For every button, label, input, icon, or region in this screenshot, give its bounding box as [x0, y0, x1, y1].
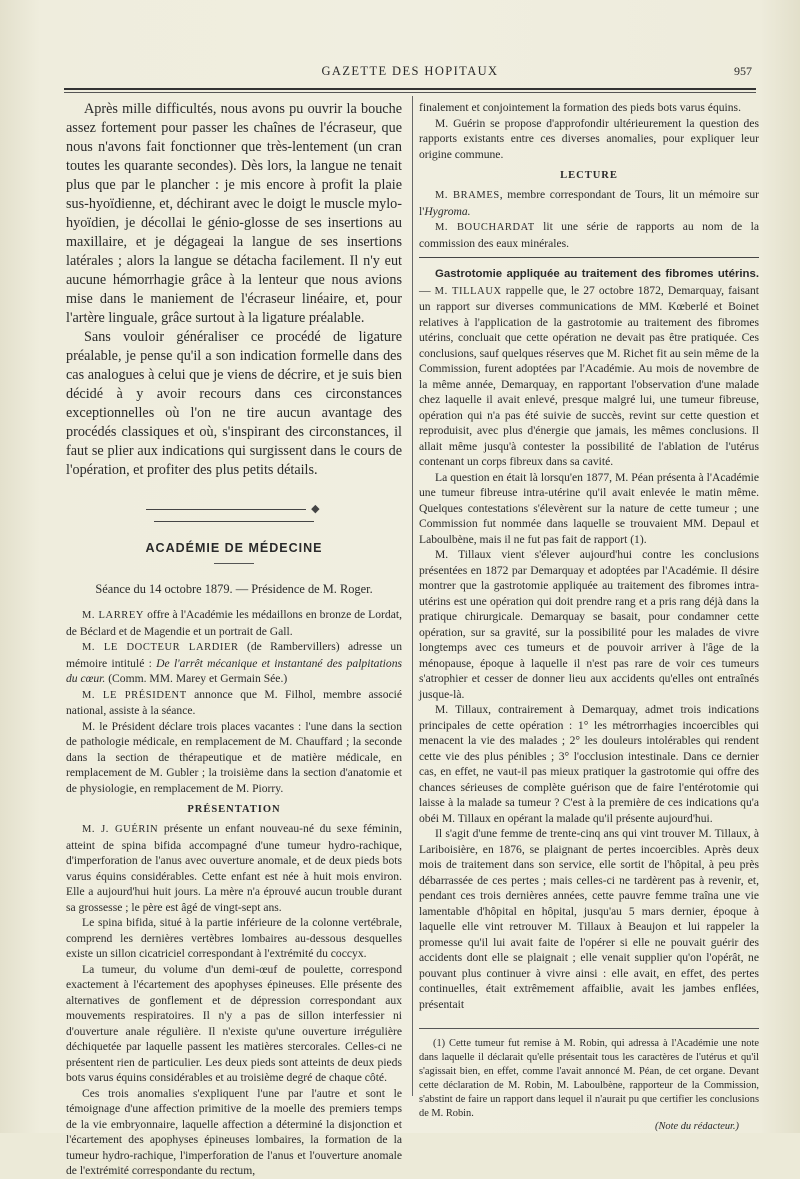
speaker-name: M. LE PRÉSIDENT	[82, 689, 187, 701]
footnote-signoff: (Note du rédacteur.)	[655, 1121, 739, 1132]
column-divider	[412, 96, 413, 1096]
paragraph: Sans vouloir généraliser ce procédé de ligature préalable, je pense qu'il a son indication formelle dans des cas analogues à celui que je viens de décrire, et je suis bien décidé à y avoir recours dans ces circonstances exceptionnelles où l'on ne tire aucun avantage des procédés classiques et où, s'inspirant des circonstances, il faut se plier aux indications qui surgissent dans le cours de l'opération, et profiter des plus petits détails.	[66, 329, 402, 478]
header-rule-thin	[64, 92, 756, 93]
header-rule	[64, 88, 756, 90]
paragraph: Gastrotomie appliquée au traitement des fibromes utérins. — M. TILLAUX rappelle que, le 27 octobre 1872, Demarquay, faisant un rapport sur diverses communications de MM. Kœberlé et Boinet relatives à l'application de la gastrotomie au traitement des fibromes utérins, concluait que cette opération ne devait pas être pratiquée. Ces conclusions, sauf quelques réserves que M. Richet fit au sein même de la Commission, furent adoptées par l'Académie. Au mois de novembre de la même année, Demarquay, en rapportant l'observation d'une malade chez laquelle il avait enlevé, presque malgré lui, une tumeur fibreuse, opération qui n'a pas été suivie de succès, revint sur cette question et reproduisit, avec plus d'énergie que jamais, les mêmes conclusions. Il allait même jusqu'à contester la possibilité de l'ablation de l'utérus contenant un corps fibreux dans sa cavité.	[419, 268, 760, 468]
paragraph: M. LARREY offre à l'Académie les médaillons en bronze de Lordat, de Béclard et de Magendie et un portrait de Gall.	[66, 608, 402, 638]
seance-line: Séance du 14 octobre 1879. — Présidence de M. Roger.	[95, 582, 373, 596]
subsection-title: PRÉSENTATION	[187, 804, 281, 815]
paragraph: Ces trois anomalies s'expliquent l'une par l'autre et sont le témoignage d'une affection primitive de la moelle des premiers temps de la vie embryonnaire, laquelle affection a déterminé la disjonction et l'écartement des apophyses épineuses lombaires, la formation de la tumeur hydro-rachique, l'imperforation de l'anus et l'ouverture anomale de l'extrémité correspondante du rectum,	[66, 1086, 402, 1177]
paragraph: La tumeur, du volume d'un demi-œuf de poulette, correspond exactement à l'écartement des apophyses épineuses. Elle présente des alternatives de gonflement et de dépression correspondant aux mouvements respiratoires. Il n'y a pas de sillon interfessier ni d'ouverture anale régulière. Il n'existe qu'une ouverture irrégulière déchiquetée par laquelle passent les matières stercorales. Celles-ci ne présentent rien de particulier. Les deux pieds sont atteints de deux pieds bots varus équins considérables et au troisième degré de chaque côté.	[66, 962, 402, 1084]
right-column	[419, 100, 759, 1132]
subsection-title: LECTURE	[560, 170, 618, 181]
paragraph: Il s'agit d'une femme de trente-cinq ans qui vint trouver M. Tillaux, à Lariboisière, en 1876, se plaignant de pertes incoercibles. Après deux mois de traitement dans son service, elle sortit de l'hôpital, à peu près débarrassée de ces pertes ; mais celles-ci ne tardèrent pas à revenir, et, pendant ces trois dernières années, cette pauvre femme traîna une vie lamentable d'hôpital en hôpital, jusqu'au 5 mars dernier, époque à laquelle elle vint retrouver M. Tillaux à Beaujon et lui rappeler la promesse qu'il lui avait faite de l'opérer si elle ne pouvait guérir des accidents dont elle se plaignait ; elle venait supplier qu'on l'opérât, ne pouvant plus continuer à vivre ainsi : elle avait, en effet, des pertes continuelles, était extrêmement affaiblie, avait les jambes enflées, présentait	[419, 827, 759, 1011]
paragraph: Le spina bifida, situé à la partie inférieure de la colonne vertébrale, comprend les dernières vertèbres lombaires au-dessous desquelles existe un sillon cicatriciel correspondant à l'extrémité du coccyx.	[66, 916, 402, 960]
paragraph: M. Tillaux vient s'élever aujourd'hui contre les conclusions présentées en 1872 par Demarquay et adoptées par l'Académie. Il désire montrer que la gastrotomie appliquée au traitement des fibromes intra-utérins est une opération qui doit prendre rang et a pris rang déjà dans la pratique chirurgicale. Demarquay se basait, pour condamner cette opération, sur sa gravité, sur la possibilité pour les malades de vivre longtemps avec ces tumeurs et de pouvoir arriver à l'âge de la ménopause, époque à laquelle il n'est pas rare de voir ces tumeurs s'atrophier et cesser de donner lieu aux accidents qu'elles ont entraînés jusque-là.	[419, 548, 759, 701]
speaker-name: M. BOUCHARDAT	[435, 222, 535, 233]
paragraph: M. BRAMES, membre correspondant de Tours, lit un mémoire sur l'Hygroma.	[419, 188, 760, 218]
paragraph: M. BOUCHARDAT lit une série de rapports au nom de la commission des eaux minérales.	[419, 220, 759, 250]
paragraph: M. le Président déclare trois places vacantes : l'une dans la section de pathologie médicale, en remplacement de M. Chauffard ; la seconde dans la section de thérapeutique et de matière médicale, en remplacement de M. Gubler ; la troisième dans la section d'anatomie et de physiologie, en remplacement de M. Piorry.	[66, 719, 402, 795]
speaker-name: M. TILLAUX	[434, 285, 502, 297]
footnote-rule	[419, 1028, 759, 1029]
speaker-name: M. LARREY	[82, 610, 145, 621]
paragraph: finalement et conjointement la formation des pieds bots varus équins.	[419, 101, 741, 114]
section-ornament: ◆	[66, 502, 402, 527]
section-title: ACADÉMIE DE MÉDECINE	[145, 541, 323, 555]
speaker-name: M. J. GUÉRIN	[82, 824, 159, 835]
paragraph: M. LE PRÉSIDENT annonce que M. Filhol, membre associé national, assiste à la séance.	[66, 687, 403, 717]
article-title: Gastrotomie appliquée au traitement des fibromes utérins.	[435, 268, 759, 280]
paragraph: M. LE DOCTEUR LARDIER (de Rambervillers) adresse un mémoire intitulé : De l'arrêt mécanique et instantané des palpitations du cœur. (Comm. MM. Marey et Germain Sée.)	[66, 640, 403, 685]
speaker-name: M. LE DOCTEUR LARDIER	[82, 642, 239, 653]
surgery-article-end	[66, 100, 402, 480]
section-title-rule	[214, 563, 254, 564]
paragraph: Après mille difficultés, nous avons pu ouvrir la bouche assez fortement pour passer les chaînes de l'écraseur, que nous n'avons fait fonctionner que très-lentement (un cran toutes les quarante secondes). Dès lors, la langue ne tenait plus que par le plancher : je mis encore à profit la plaie sus-hyoïdienne, et, déchirant avec le doigt le muscle mylo-hyoïdien, je décollai le génio-glosse de ses insertions au maxillaire, et je dégageai la langue de ses insertions latérales ; alors la langue se détacha facilement. Il n'y eut aucune hémorrhagie grâce à la lenteur que nous avions mise dans le maniement de l'écraseur linéaire, et, pour l'artère linguale, grâce surtout à la ligature préalable.	[66, 101, 402, 326]
paragraph: La question en était là lorsqu'en 1877, M. Péan présenta à l'Académie une tumeur fibreuse intra-utérine qu'il avait enlevée le matin même. Quelques contestations s'élevèrent sur la nature de cette tumeur ; une Commission fut nommée dans laquelle se trouvaient MM. Depaul et Laboulbène, mais il ne fut pas fait de rapport (1).	[419, 470, 759, 546]
paragraph: M. J. GUÉRIN présente un enfant nouveau-né du sexe féminin, atteint de spina bifida accompagné d'une tumeur hydro-rachique, d'imperforation de l'anus avec ouverture anomale, et de deux pieds bots varus équins considérables. Cette enfant est née à huit mois environ. Elle a aujourd'hui huit jours. La mère n'a éprouvé aucun trouble durant sa grossesse ; le père est âgé de vingt-sept ans.	[66, 822, 402, 914]
speaker-name: M. BRAMES	[435, 190, 500, 201]
running-header	[60, 64, 760, 86]
divider	[419, 257, 759, 258]
footnote	[419, 1037, 759, 1132]
journal-title: GAZETTE DES HOPITAUX	[321, 64, 499, 78]
academy-minutes	[66, 607, 402, 1179]
paragraph: M. Guérin se propose d'approfondir ultérieurement la question des rapports existants entre ces diverses anomalies, pour expliquer leur origine commune.	[419, 116, 759, 161]
footnote-text: (1) Cette tumeur fut remise à M. Robin, qui adressa à l'Académie une note dans laquelle il déclarait qu'elle présentait tous les caractères de l'utérus et qu'il s'agissait bien, en effet, comme l'avait annoncé M. Péan, de cet organe. Devant cette déclaration de M. Robin, M. Laboulbène, rapporteur de la Commission, s'abstint de faire un rapport dans lequel il n'aurait pu que certifier les conclusions de M. Robin.	[419, 1038, 759, 1119]
page-number: 957	[734, 64, 752, 78]
left-column	[66, 100, 402, 1179]
memoir-title: De l'arrêt mécanique et instantané des palpitations du cœur.	[66, 656, 403, 685]
paragraph: M. Tillaux, contrairement à Demarquay, admet trois indications principales de cette opération : 1° les métrorrhagies incoercibles qui menacent la vie des malades ; 2° les douleurs intolérables qui rendent cette vie des plus pénibles ; 3° l'occlusion intestinale. Dans ce dernier cas, en effet, ne vaut-il pas mieux pratiquer la gastrotomie qui offre des chances sérieuses de complète guérison que de faire l'entérotomie qui laisse à la malade sa tumeur ? C'est à la première de ces indications qu'a obéi M. Tillaux en opérant la malade qu'il présente aujourd'hui.	[419, 703, 759, 825]
